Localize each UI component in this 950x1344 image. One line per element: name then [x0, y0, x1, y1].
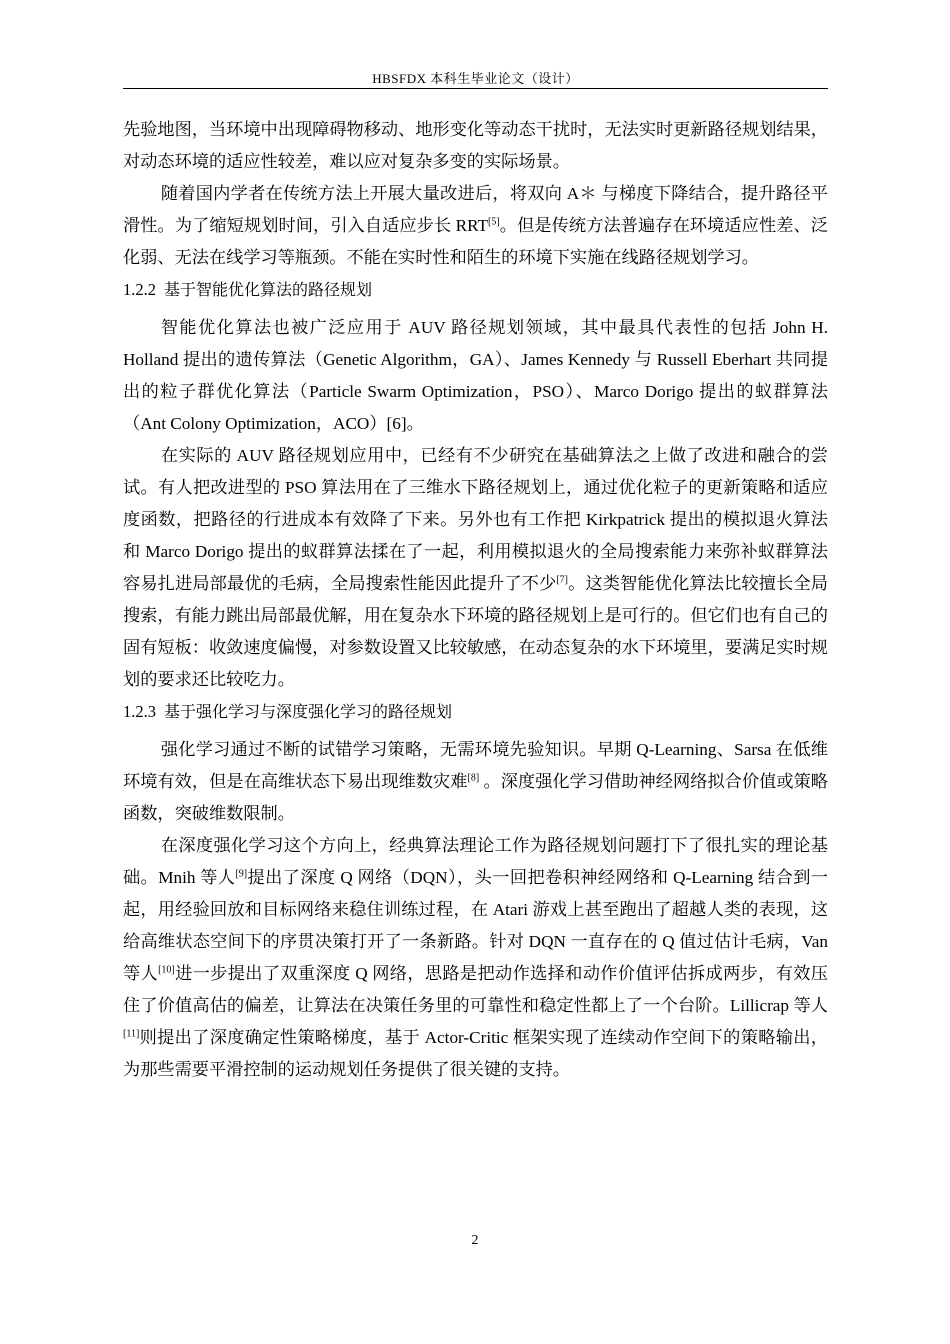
paragraph-4-text-a: 在实际的 AUV 路径规划应用中，已经有不少研究在基础算法之上做了改进和融合的尝试。有人把改进型的 PSO 算法用在了三维水下路径规划上，通过优化粒子的更新策略和适应度函数，把路径的行进成本有效降了下来。另外也有工作把 Kirkpatrick 提出的模拟退火算法和 Marco Dorigo 提出的蚁群算法揉在了一起，利用模拟退火的全局搜索能力来弥补蚁群算法容易扎进局部最优的毛病，全局搜索性能因此提升了不少 [123, 446, 828, 593]
paragraph-4 [123, 440, 828, 696]
citation-5: [5] [488, 216, 500, 228]
paragraph-6-text-b: 提出了深度 Q 网络（DQN），头一回把卷积神经网络和 Q-Learning 结合到一起，用经验回放和目标网络来稳住训练过程，在 Atari 游戏上甚至跑出了超越人类的表现，这给高维状态空间下的序贯决策打开了一条新路。针对 DQN 一直存在的 Q 值过估计毛病，Van 等人 [123, 868, 828, 983]
section-heading-1-2-2 [123, 274, 828, 306]
section-number: 1.2.2 [123, 280, 156, 299]
paragraph-2-text-a: 随着国内学者在传统方法上开展大量改进后，将双向 A＊ 与梯度下降结合，提升路径平滑性。为了缩短规划时间，引入自适应步长 RRT [123, 184, 828, 235]
paragraph-2-text-b: 。但是传统方法普遍存在环境适应性差、泛化弱、无法在线学习等瓶颈。不能在实时性和陌生的环境下实施在线路径规划学习。 [123, 216, 828, 267]
paragraph-6 [123, 830, 828, 1086]
citation-11: [11] [123, 1028, 140, 1040]
running-header: HBSFDX 本科生毕业论文（设计） [372, 71, 579, 86]
paragraph-2 [123, 178, 828, 274]
citation-8: [8] [467, 772, 480, 784]
paragraph-5 [123, 734, 828, 830]
paragraph-5-text-a: 强化学习通过不断的试错学习策略，无需环境先验知识。早期 Q-Learning、Sarsa 在低维环境有效，但是在高维状态下易出现维数灾难 [123, 740, 828, 791]
page-number: 2 [471, 1233, 479, 1248]
paragraph-6-text-d: 则提出了深度确定性策略梯度，基于 Actor-Critic 框架实现了连续动作空间下的策略输出，为那些需要平滑控制的运动规划任务提供了很关键的支持。 [123, 1028, 828, 1079]
citation-9: [9] [235, 868, 248, 880]
paragraph-4-text-b: 。这类智能优化算法比较擅长全局搜索，有能力跳出局部最优解，用在复杂水下环境的路径规划上是可行的。但它们也有自己的固有短板：收敛速度偏慢，对参数设置又比较敏感，在动态复杂的水下环境里，要满足实时规划的要求还比较吃力。 [123, 574, 828, 689]
paragraph-1: 先验地图，当环境中出现障碍物移动、地形变化等动态干扰时，无法实时更新路径规划结果，对动态环境的适应性较差，难以应对复杂多变的实际场景。 [123, 120, 828, 171]
citation-10: [10] [158, 964, 175, 976]
header-rule [123, 88, 828, 89]
document-body [123, 114, 828, 1086]
paragraph-5-text-b: 。深度强化学习借助神经网络拟合价值或策略函数，突破维数限制。 [123, 772, 828, 823]
section-number: 1.2.3 [123, 702, 156, 721]
section-title: 基于智能优化算法的路径规划 [164, 280, 373, 299]
paragraph-3: 智能优化算法也被广泛应用于 AUV 路径规划领域，其中最具代表性的包括 John H. Holland 提出的遗传算法（Genetic Algorithm，GA）、James Kennedy 与 Russell Eberhart 共同提出的粒子群优化算法（Particle Swarm Optimization，PSO）、Marco Dorigo 提出的蚁群算法（Ant Colony Optimization，ACO）[6]。 [123, 318, 828, 433]
section-heading-1-2-3 [123, 696, 828, 728]
section-title: 基于强化学习与深度强化学习的路径规划 [164, 702, 453, 721]
paragraph-6-text-a: 在深度强化学习这个方向上，经典算法理论工作为路径规划问题打下了很扎实的理论基础。Mnih 等人 [123, 836, 828, 887]
paragraph-6-text-c: 进一步提出了双重深度 Q 网络，思路是把动作选择和动作价值评估拆成两步，有效压住了价值高估的偏差，让算法在决策任务里的可靠性和稳定性都上了一个台阶。Lillicrap 等人 [123, 964, 828, 1015]
citation-7: [7] [556, 574, 568, 586]
